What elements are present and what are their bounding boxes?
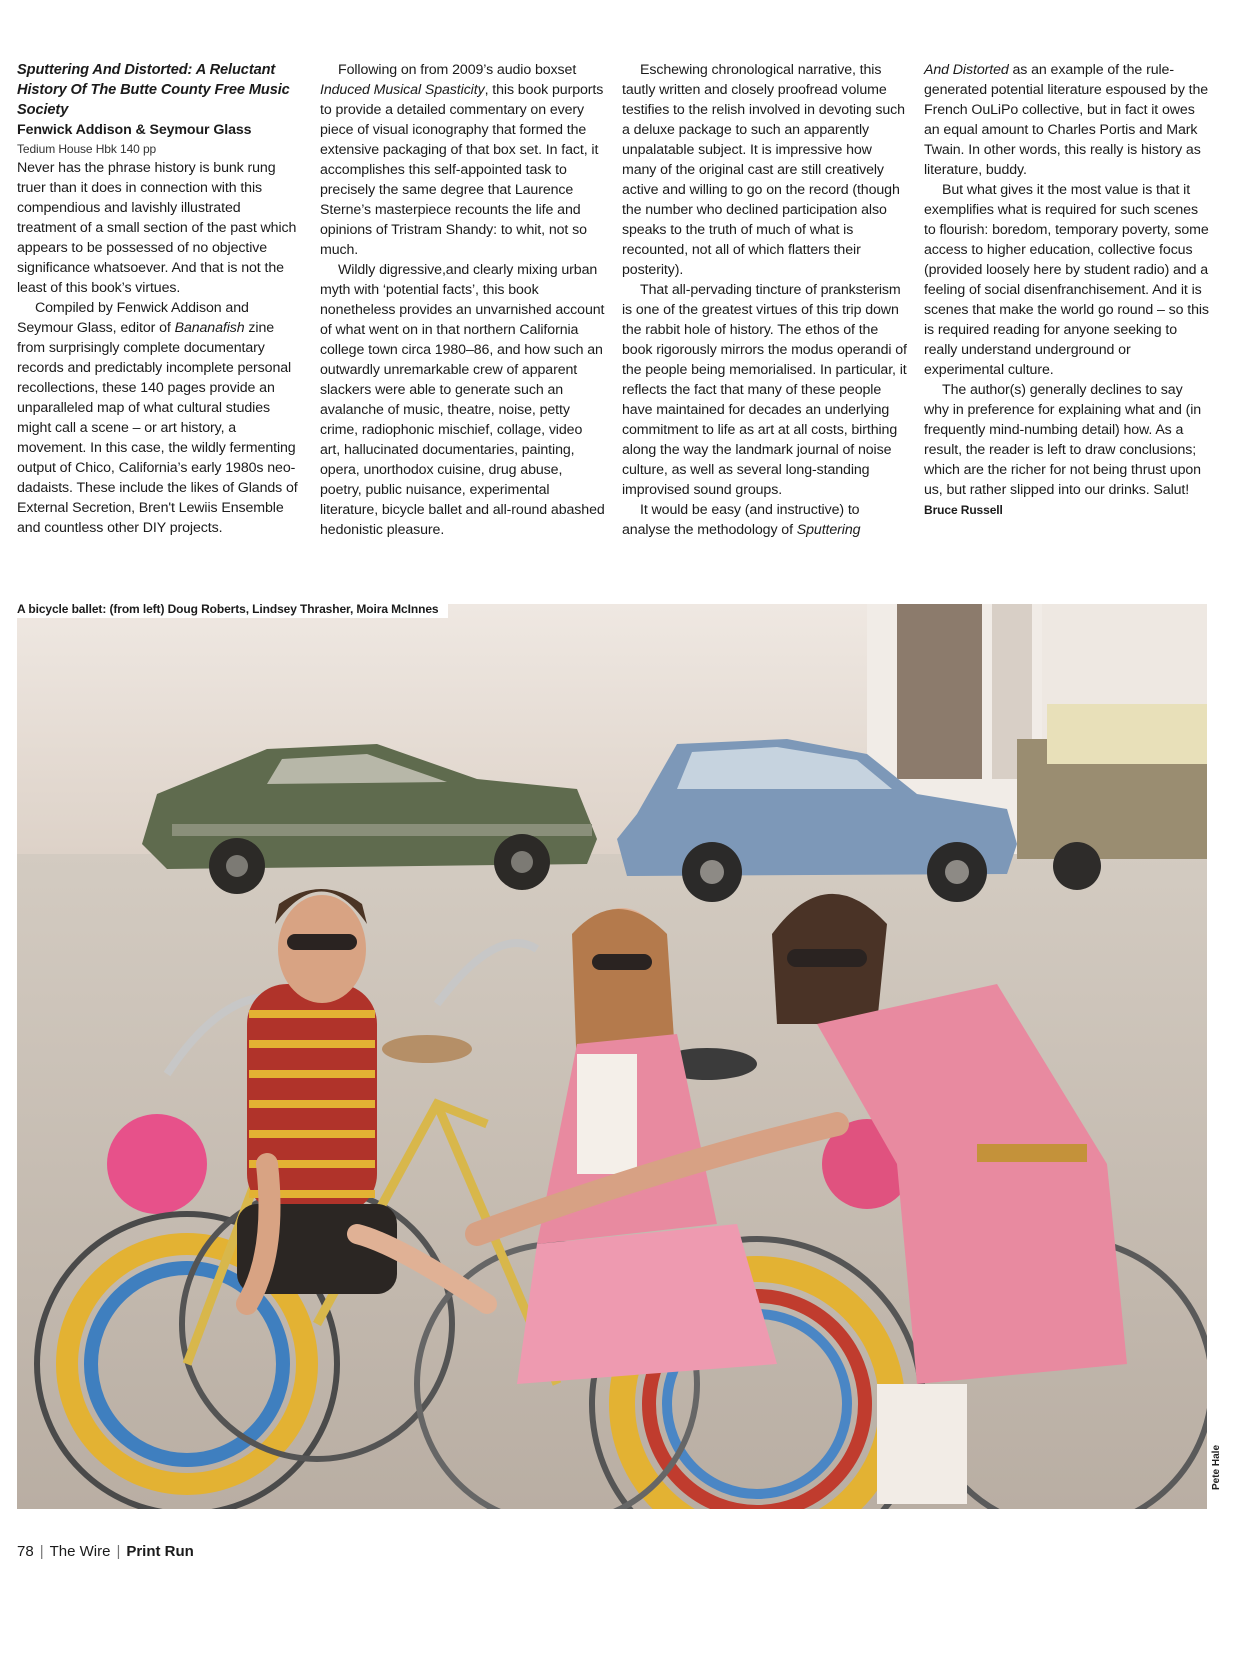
reviewer-name: Bruce Russell: [924, 503, 1003, 517]
article-column-3: [622, 60, 907, 540]
paragraph: Never has the phrase history is bunk rung truer than it does in connection with this compendious and lavishly illustrated treatment of a small section of the past which appears to be possessed of no objective significance whatsoever. And that is not the least of this book’s virtues.: [17, 160, 297, 296]
paragraph: But what gives it the most value is that it exemplifies what is required for such scenes to flourish: boredom, temporary poverty, some access to higher education, collective focus (provided loosely here by student radio) and a feeling of social disenfranchisement. And it is scenes that make the world go round – so this is required reading for anyone seeking to really understand underground or experimental culture.: [924, 182, 1209, 378]
paragraph: Eschewing chronological narrative, this tautly written and closely proofread volume testifies to the relish involved in devoting such a deluxe package to such an apparently unpalatable subject. It is impressive how many of the original cast are still creatively active and willing to go on the record (though the number who declined participation also speaks to the truth of much of what is recounted, not all of which flatters their posterity).: [622, 62, 905, 278]
paragraph: That all-pervading tincture of pranksterism is one of the greatest virtues of this trip down the rabbit hole of history. The ethos of the book rigorously mirrors the modus operandi of the people being memorialised. In particular, it reflects the fact that many of these people have maintained for decades an underlying commitment to life as art at all costs, birthing along the way the landmark journal of noise culture, as well as several long-standing improvised sound groups.: [622, 282, 907, 498]
balloon: [107, 1114, 207, 1214]
paragraph: Wildly digressive,and clearly mixing urban myth with ‘potential facts’, this book nonetheless provides an unvarnished account of what went on in that northern California college town circa 1980–86, and how such an outwardly unremarkable crew of apparent slackers were able to generate such an avalanche of music, theatre, noise, petty crime, radiophonic mischief, collage, video art, hallucinated documentaries, painting, opera, unorthodox cuisine, drug abuse, poetry, public nuisance, experimental literature, bicycle ballet and all-round abashed hedonistic pleasure.: [320, 262, 605, 538]
paragraph: It would be easy (and instructive) to analyse the methodology of Sputtering: [622, 502, 861, 538]
review-authors: Fenwick Addison & Seymour Glass: [17, 122, 252, 138]
paragraph: And Distorted as an example of the rule-generated potential literature espoused by the French OuLiPo collective, but in fact it owes an equal amount to Charles Portis and Mark Twain. In other words, this really is history as literature, buddy.: [924, 62, 1209, 178]
paragraph: Compiled by Fenwick Addison and Seymour Glass, editor of Bananafish zine from surprisingly complete documentary records and predictably incomplete personal recollections, these 140 pages provide an unparalleled map of what cultural studies might call a scene – or art history, a movement. In this case, the wildly fermenting output of Chico, California’s early 1980s neo-dadaists. These include the likes of Glands of External Secretion, Bren't Lewiis Ensemble and countless other DIY projects.: [17, 300, 298, 536]
review-publisher: Tedium House Hbk 140 pp: [17, 142, 157, 156]
bike-seat: [382, 1035, 472, 1063]
photo-caption: A bicycle ballet: (from left) Doug Roberts, Lindsey Thrasher, Moira McInnes: [17, 600, 448, 618]
review-title: Sputtering And Distorted: A Reluctant History Of The Butte County Free Music Society: [17, 62, 290, 118]
paragraph: Following on from 2009’s audio boxset Induced Musical Spasticity, this book purports to provide a detailed commentary on every piece of visual iconography that formed the extensive packaging of that box set. In fact, it accomplishes this self-appointed task to precisely the same degree that Laurence Sterne’s masterpiece recounts the life and opinions of Tristram Shandy: to whit, not so much.: [320, 62, 604, 258]
page-footer: 78 | The Wire | Print Run: [17, 1543, 194, 1560]
article-column-1: [17, 60, 302, 538]
photo-credit: Pete Hale: [1211, 1444, 1222, 1490]
bicycle-ballet-photo: [17, 604, 1207, 1509]
article-column-2: [320, 60, 605, 540]
magazine-name: The Wire: [49, 1543, 111, 1560]
paragraph: The author(s) generally declines to say why in preference for explaining what and (in frequently mind-numbing detail) how. As a result, the reader is left to draw conclusions; which are the richer for not being thrust upon us, but rather slipped into our drinks. Salut!: [924, 382, 1202, 498]
article-column-4: [924, 60, 1209, 520]
page-number: 78: [17, 1543, 34, 1560]
section-name: Print Run: [126, 1543, 194, 1560]
